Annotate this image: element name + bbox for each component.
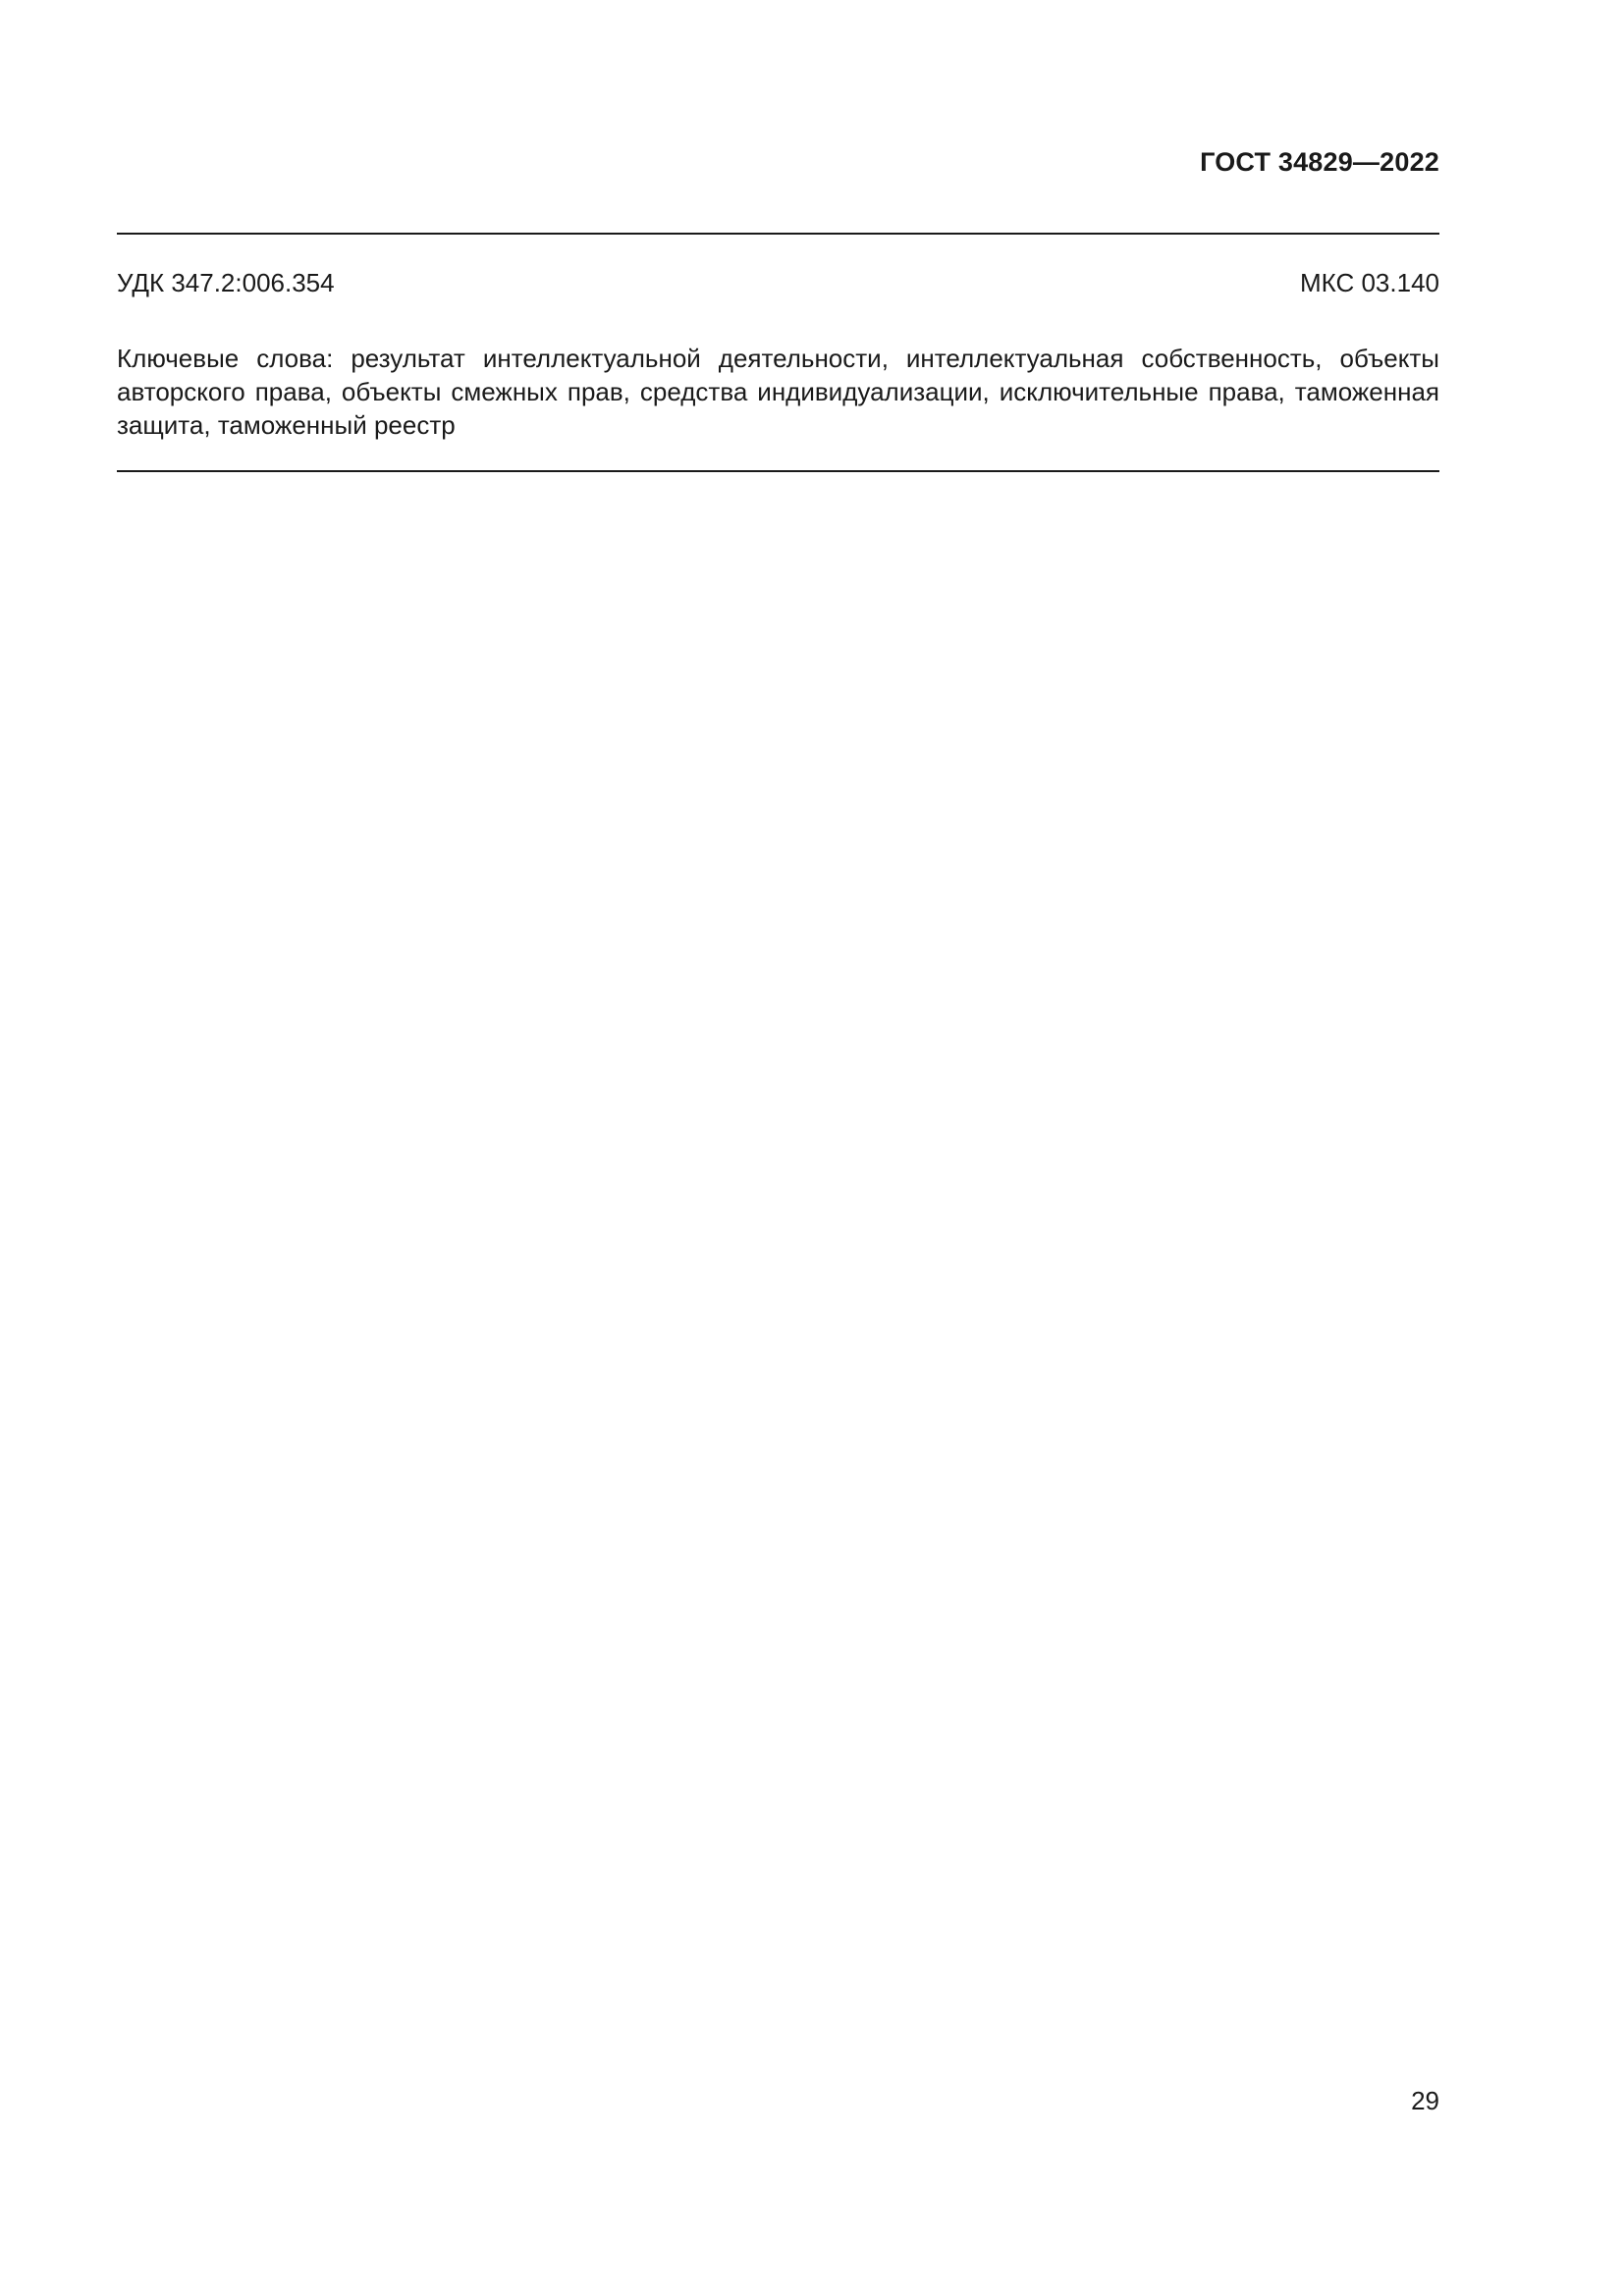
udk-code: УДК 347.2:006.354 bbox=[117, 268, 335, 297]
standard-title: ГОСТ 34829—2022 bbox=[1200, 147, 1439, 177]
top-divider bbox=[117, 233, 1439, 235]
mks-code: МКС 03.140 bbox=[1299, 268, 1439, 297]
bottom-divider bbox=[117, 470, 1439, 472]
classifier-row bbox=[117, 268, 1439, 298]
keywords-paragraph: Ключевые слова: результат интеллектуальной деятельности, интеллектуальная собственность, объекты авторского права, объекты смежных прав, средства индивидуализации, исключительные права, таможенная защита, таможенный реестр bbox=[117, 344, 1439, 440]
page-number: 29 bbox=[1411, 2086, 1439, 2115]
